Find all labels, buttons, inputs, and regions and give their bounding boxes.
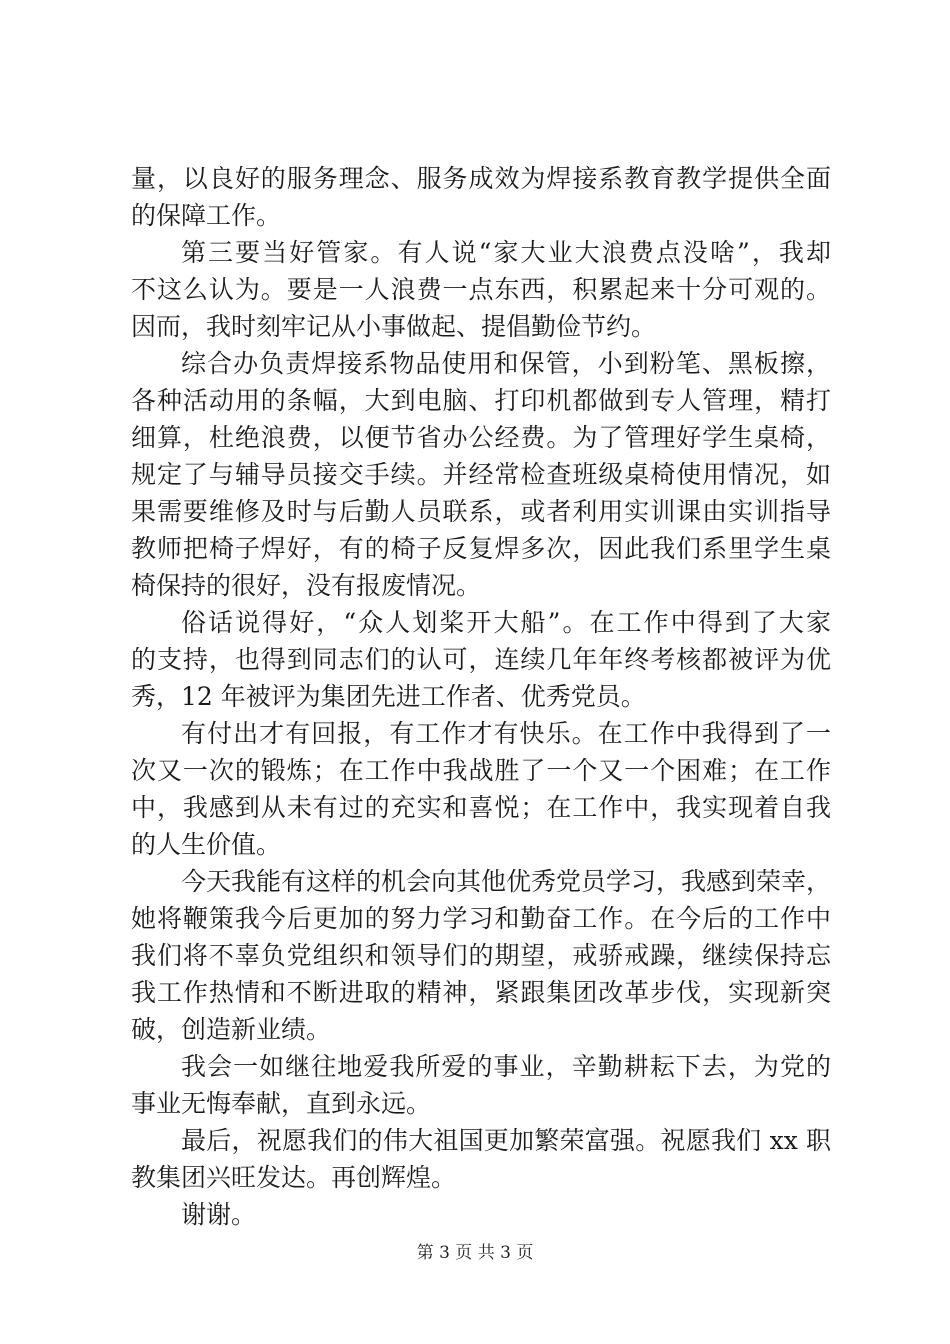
text-line: 秀，12 年被评为集团先进工作者、优秀党员。 [131,682,646,711]
text-line: 因而，我时刻牢记从小事做起、提倡勤俭节约。 [131,312,657,341]
text-line: 综合办负责焊接系物品使用和保管，小到粉笔、黑板擦， [181,349,831,378]
text-line: 椅保持的很好，没有报废情况。 [131,571,482,600]
text-line: 破，创造新业绩。 [131,1015,332,1044]
text-line: 中，我感到从未有过的充实和喜悦；在工作中，我实现着自我 [131,793,831,822]
text-line: 各种活动用的条幅，大到电脑、打印机都做到专人管理，精打 [131,386,831,415]
text-line: 我工作热情和不断进取的精神，紧跟集团改革步伐，实现新突 [131,978,831,1007]
text-line: 我会一如继往地爱我所爱的事业，辛勤耕耘下去，为党的 [181,1052,831,1081]
text-line: 的支持，也得到同志们的认可，连续几年年终考核都被评为优 [131,645,831,674]
text-line: 教集团兴旺发达。再创辉煌。 [131,1163,457,1192]
text-line: 有付出才有回报，有工作才有快乐。在工作中我得到了一 [181,719,831,748]
text-line: 不这么认为。要是一人浪费一点东西，积累起来十分可观的。 [131,275,831,304]
text-line: 教师把椅子焊好，有的椅子反复焊多次，因此我们系里学生桌 [131,534,831,563]
text-line: 次又一次的锻炼；在工作中我战胜了一个又一个困难；在工作 [131,756,831,785]
text-line: 果需要维修及时与后勤人员联系，或者利用实训课由实训指导 [131,497,831,526]
text-line: 俗话说得好，“众人划桨开大船”。在工作中得到了大家 [181,608,831,637]
text-line: 量，以良好的服务理念、服务成效为焊接系教育教学提供全面 [131,164,831,193]
text-line: 事业无悔奉献，直到永远。 [131,1089,432,1118]
document-body [131,160,831,1233]
text-line: 今天我能有这样的机会向其他优秀党员学习，我感到荣幸， [181,867,832,896]
text-line: 第三要当好管家。有人说“家大业大浪费点没啥”，我却 [181,238,831,267]
page-number-footer: 第 3 页 共 3 页 [416,1243,534,1263]
text-line: 的人生价值。 [131,830,282,859]
text-line: 规定了与辅导员接交手续。并经常检查班级桌椅使用情况，如 [131,460,831,489]
text-line: 她将鞭策我今后更加的努力学习和勤奋工作。在今后的工作中 [131,904,831,933]
text-line: 谢谢。 [181,1200,257,1229]
text-line: 的保障工作。 [131,201,282,230]
text-line: 细算，杜绝浪费，以便节省办公经费。为了管理好学生桌椅， [131,423,831,452]
text-line: 我们将不辜负党组织和领导们的期望，戒骄戒躁，继续保持忘 [131,941,831,970]
text-line: 最后，祝愿我们的伟大祖国更加繁荣富强。祝愿我们 xx 职 [181,1126,831,1155]
